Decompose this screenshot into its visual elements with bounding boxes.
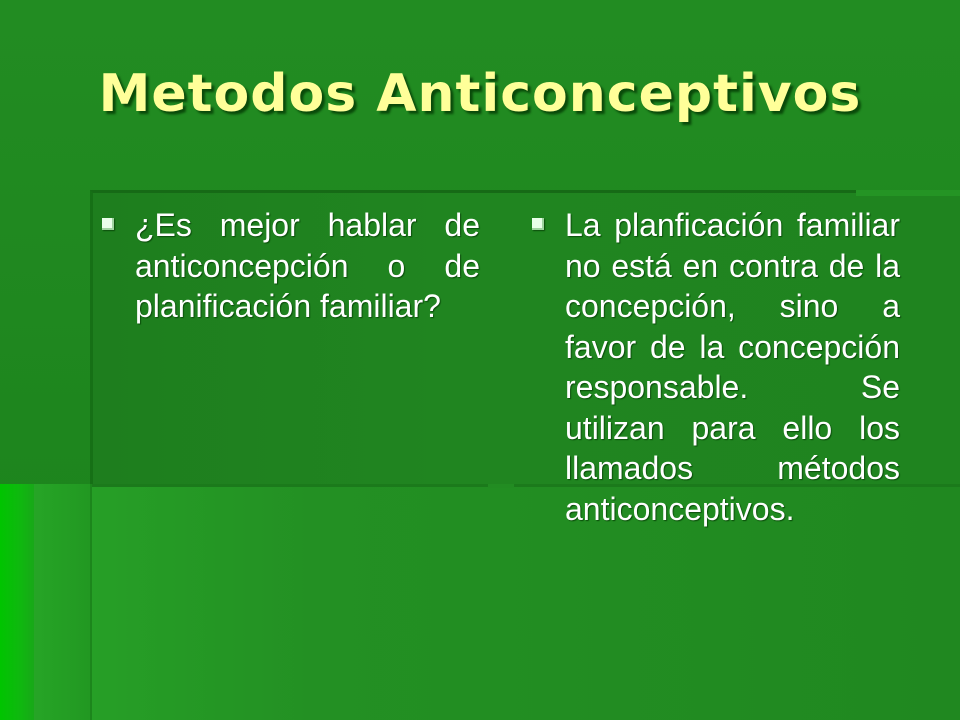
background-inner-strip [34,484,92,720]
left-column [100,205,480,327]
square-bullet-icon [102,218,114,230]
background-panel-accent [856,190,960,196]
bullet-text-right: La planficación familiar no está en contra de la concepción, sino a favor de la concepción responsable. Se utilizan para ello los llamados métodos anticonceptivos. [565,207,900,527]
right-column [530,205,900,529]
background-left-strip [0,484,34,720]
square-bullet-icon [532,218,544,230]
bullet-item-left [100,205,480,327]
bullet-text-left: ¿Es mejor hablar de anticoncepción o de planificación familiar? [135,207,480,324]
slide-title: Metodos Anticonceptivos [98,64,862,124]
background-divider [488,484,514,488]
bullet-item-right [530,205,900,529]
